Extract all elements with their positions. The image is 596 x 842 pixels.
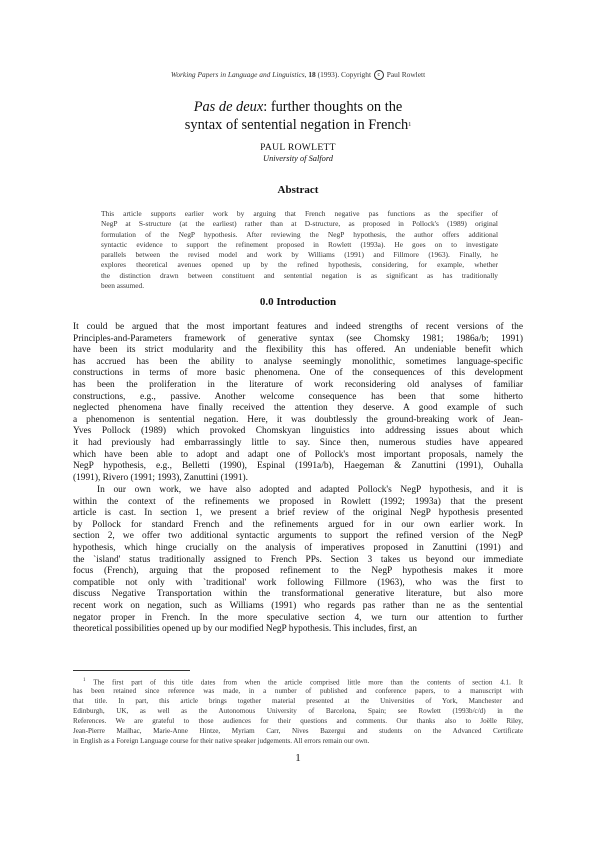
author-name: PAUL ROWLETT [260, 142, 336, 153]
footnote [73, 676, 523, 746]
title-line2: syntax of sentential negation in French [184, 116, 409, 133]
footnote-line: Edinburgh, UK, as well as the Autonomous University of Barcelona, Spain; see Rowlett (1993b/c/d) in the [73, 707, 523, 715]
running-header: Working Papers in Language and Linguistics, 18 (1993). Copyright c Paul Rowlett [170, 70, 426, 79]
body-line: Principles-and-Parameters framework of generative syntax (see Chomsky 1981; 1986a/b; 1991) [73, 333, 523, 344]
footnote-line: Jean-Pierre Mailhac, Marie-Anne Hintze, Myriam Carr, Nives Bazergui and students on the Advanced Certificate [73, 727, 523, 735]
body-line: it had previously had embarrassingly little to say. Since then, numerous studies have appeared [73, 437, 523, 448]
author-affiliation: University of Salford [263, 154, 333, 163]
volume-number: 18 [308, 70, 316, 79]
body-line: section 2, we offer two additional syntactic arguments to support the refined version of the NegP [73, 531, 523, 542]
paragraph-1 [73, 322, 523, 484]
footnote-line: References. We are grateful to those audiences for their questions and comments. Our thanks also to Joëlle Riley, [73, 717, 523, 725]
footnote-rule [73, 670, 190, 671]
body-line: by Pollock for standard French and the refinements argued for in our own earlier work. In [73, 519, 523, 530]
body-line: constructions, e.g., passive. Another welcome consequence has been that some hitherto [73, 391, 523, 402]
title-italic: Pas de deux [193, 99, 264, 115]
body-line: which have been able to adopt and adapt one of Pollock's most important proposals, namely the [73, 449, 523, 460]
body-line: article is cast. In section 1, we present a brief review of the original NegP hypothesis presented [73, 508, 523, 519]
paper-title [0, 99, 596, 134]
body-line: has been the proliferation in the literature of work reconsidering old analyses of familiar [73, 379, 523, 390]
abstract-line: syntactic evidence to support the refinement proposed in Rowlett (1993a). He goes on to investigate [101, 239, 498, 249]
title-footnote-mark: 1 [408, 121, 412, 128]
body-line: a phenomenon is sentential negation. Here, it was doubtlessly the ground-breaking work of Jean- [73, 414, 523, 425]
abstract-line: formulation of the NegP hypothesis. After reviewing the NegP hypothesis, the author offers additional [101, 229, 498, 239]
abstract-line: been assumed. [101, 281, 145, 291]
abstract-line: NegP at S-structure (at the earliest) rather than at D-structure, as proposed in Pollock's (1989) original [101, 219, 498, 229]
abstract-line: the distinction drawn between constituent and sentential negation is as significant as has traditionally [101, 270, 498, 280]
year: (1993). [317, 70, 340, 79]
footnote-line: in English as a Foreign Language course for their native speaker judgements. All errors remain our own. [73, 737, 370, 745]
footnote-mark: 1 [83, 678, 86, 683]
body-line: It could be argued that the most important features and indeed strengths of recent versions of the [73, 322, 523, 332]
page-number: 1 [295, 752, 301, 764]
abstract-heading: Abstract [277, 184, 319, 196]
body-line: compatible not only with `traditional' work following Fillmore (1963), who was the first to [73, 577, 523, 588]
body-line: within the context of the refinements we proposed in Rowlett (1992; 1993a) that the present [73, 496, 523, 507]
section-heading: 0.0 Introduction [259, 296, 337, 308]
body-line: recent work on negation, such as Williams (1991) who regards pas rather than ne as the sentential [73, 600, 523, 611]
body-line: neglected phenomena have finally received the attention they deserve. A good example of such [73, 403, 523, 414]
body-line: theoretical possibilities opened up by our modified NegP hypothesis. This includes, first, an [73, 624, 417, 635]
footnote-line: that title. In part, this article brings together material presented at the Universities of York, Manchester and [73, 697, 523, 705]
body-line: focus (French), arguing that the proposed refinement to the NegP hypothesis makes it more [73, 566, 523, 577]
body-line: has accrued has been the ability to analyse seemingly monolithic, sometimes language-specific [73, 356, 523, 367]
copyright-owner: Paul Rowlett [386, 70, 426, 79]
body-line: In our own work, we have also adopted and adapted Pollock's NegP hypothesis, and it is [97, 485, 523, 495]
body-line: have been its strict modularity and the flexibility this has offered. An undeniable benefit which [73, 345, 523, 356]
copyright-word: Copyright [341, 70, 372, 79]
paragraph-2 [73, 485, 523, 636]
footnote-line: $^1$ The first part of this title dates from when the article comprised little more than the contents of section 4.1. It [83, 678, 523, 686]
body-line: discuss Negative Transportation within the transformational generative literature, but also more [73, 589, 523, 600]
body-line: hypothesis, which hinge crucially on the analysis of imperatives proposed in Zanuttini (1991) and [73, 542, 523, 553]
abstract-line: explores theoretical avenues opened up by the refined hypothesis, considering, for example, whether [101, 260, 498, 270]
body-line: NegP hypothesis, e.g., Belletti (1990), Espinal (1991a/b), Haegeman & Zanuttini (1991), Ouhalla [73, 461, 523, 472]
body-line: the `island' status traditionally assigned to French PPs. Section 3 takes us beyond our immediate [73, 554, 523, 565]
copyright-icon: c [374, 70, 384, 80]
abstract-body [101, 209, 498, 291]
body-line: negator proper in French. In the more speculative section 4, we turn our attention to further [73, 612, 523, 623]
body-line: constructions in terms of more basic phenomena. One of the consequences of this development [73, 368, 523, 379]
journal-name: Working Papers in Language and Linguistics [170, 70, 305, 79]
abstract-line: parallels between the revised model and work by Williams (1991) and Fillmore (1963). Finally, he [101, 250, 498, 260]
footnote-line: has been retained since reference was made, in a number of published and conference papers, to a manuscript with [73, 687, 523, 695]
title-line1: : further thoughts on the [263, 99, 403, 115]
body-line: Yves Pollock (1989) which provoked Chomskyan linguistics into addressing issues about which [73, 426, 523, 437]
abstract-line: This article supports earlier work by arguing that French negative pas functions as the specifier of [101, 209, 498, 218]
body-line: (1991), Rivero (1991; 1993), Zanuttini (1991). [73, 472, 248, 483]
